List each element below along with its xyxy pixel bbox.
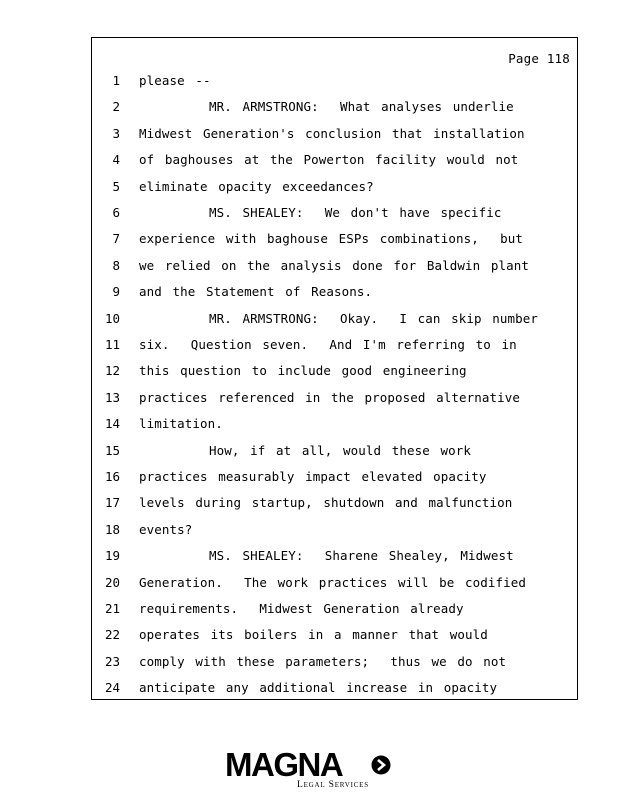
transcript-line bbox=[92, 521, 577, 539]
logo-subtitle: Legal Services bbox=[297, 780, 369, 790]
line-text: practices measurably impact elevated opacity bbox=[139, 469, 487, 484]
line-number: 12 bbox=[104, 363, 120, 379]
line-number: 7 bbox=[112, 231, 120, 247]
chevron-right-circle-icon bbox=[371, 755, 391, 775]
line-text: this question to include good engineering bbox=[139, 363, 467, 379]
line-number: 5 bbox=[112, 178, 120, 194]
transcript-line bbox=[92, 336, 577, 354]
transcript-line bbox=[92, 679, 577, 697]
transcript-line bbox=[92, 125, 577, 143]
line-text: we relied on the analysis done for Baldwin plant bbox=[139, 257, 530, 273]
line-text: MS. SHEALEY: We don't have specific bbox=[209, 205, 502, 220]
line-number: 10 bbox=[104, 310, 120, 326]
line-number: 9 bbox=[112, 284, 120, 300]
line-text: MR. ARMSTRONG: Okay. I can skip number bbox=[209, 310, 539, 326]
line-number: 18 bbox=[104, 521, 120, 537]
line-number: 17 bbox=[104, 495, 120, 511]
transcript-line bbox=[92, 626, 577, 644]
line-number: 13 bbox=[104, 389, 120, 405]
line-text: comply with these parameters; thus we do not bbox=[139, 653, 507, 669]
line-text: limitation. bbox=[139, 416, 223, 432]
line-text: eliminate opacity exceedances? bbox=[139, 178, 374, 194]
line-number: 14 bbox=[104, 416, 120, 432]
line-text: practices referenced in the proposed alternative bbox=[139, 389, 521, 405]
transcript-line bbox=[92, 72, 577, 90]
line-number: 1 bbox=[112, 73, 120, 88]
transcript-line bbox=[92, 362, 577, 380]
transcript-line bbox=[92, 600, 577, 618]
transcript-line bbox=[92, 415, 577, 433]
line-number: 23 bbox=[104, 653, 120, 669]
transcript-line bbox=[92, 310, 577, 328]
line-text: MS. SHEALEY: Sharene Shealey, Midwest bbox=[209, 548, 514, 564]
page-number: Page 118 bbox=[508, 51, 570, 66]
line-number: 6 bbox=[112, 205, 120, 220]
line-number: 19 bbox=[104, 548, 120, 564]
transcript-line bbox=[92, 204, 577, 222]
transcript-line bbox=[92, 257, 577, 275]
transcript-line bbox=[92, 230, 577, 248]
line-number: 3 bbox=[112, 125, 120, 141]
line-number: 11 bbox=[104, 337, 120, 352]
line-number: 21 bbox=[104, 601, 120, 616]
line-text: events? bbox=[139, 521, 193, 537]
line-text: MR. ARMSTRONG: What analyses underlie bbox=[209, 99, 514, 115]
line-text: Midwest Generation's conclusion that installation bbox=[139, 125, 525, 141]
line-text: anticipate any additional increase in opacity bbox=[139, 680, 498, 696]
transcript-line bbox=[92, 98, 577, 116]
line-text: Generation. The work practices will be codified bbox=[139, 574, 527, 590]
transcript-line bbox=[92, 442, 577, 460]
transcript-line bbox=[92, 547, 577, 565]
line-text: requirements. Midwest Generation already bbox=[139, 601, 464, 616]
line-number: 8 bbox=[112, 257, 120, 273]
line-number: 16 bbox=[104, 469, 120, 484]
magna-logo bbox=[225, 748, 395, 792]
transcript-line bbox=[92, 178, 577, 196]
transcript-line bbox=[92, 574, 577, 592]
line-text: of baghouses at the Powerton facility would not bbox=[139, 152, 519, 168]
transcript-line bbox=[92, 151, 577, 169]
line-number: 22 bbox=[104, 627, 120, 643]
line-text: levels during startup, shutdown and malfunction bbox=[139, 495, 513, 511]
line-text: operates its boilers in a manner that would bbox=[139, 627, 488, 643]
line-text: six. Question seven. And I'm referring to in bbox=[139, 337, 517, 352]
line-text: How, if at all, would these work bbox=[209, 442, 472, 458]
transcript-line bbox=[92, 494, 577, 512]
transcript-line bbox=[92, 283, 577, 301]
transcript-page bbox=[91, 37, 578, 700]
line-number: 15 bbox=[104, 442, 120, 458]
transcript-line bbox=[92, 389, 577, 407]
transcript-line bbox=[92, 468, 577, 486]
line-text: please -- bbox=[139, 73, 211, 88]
logo-wordmark: MAGNA bbox=[225, 746, 343, 783]
line-text: and the Statement of Reasons. bbox=[139, 284, 373, 300]
line-number: 2 bbox=[112, 99, 120, 115]
line-number: 4 bbox=[112, 152, 120, 168]
line-number: 20 bbox=[104, 574, 120, 590]
line-text: experience with baghouse ESPs combinations, but bbox=[139, 231, 524, 247]
line-number: 24 bbox=[104, 680, 120, 696]
transcript-line bbox=[92, 653, 577, 671]
